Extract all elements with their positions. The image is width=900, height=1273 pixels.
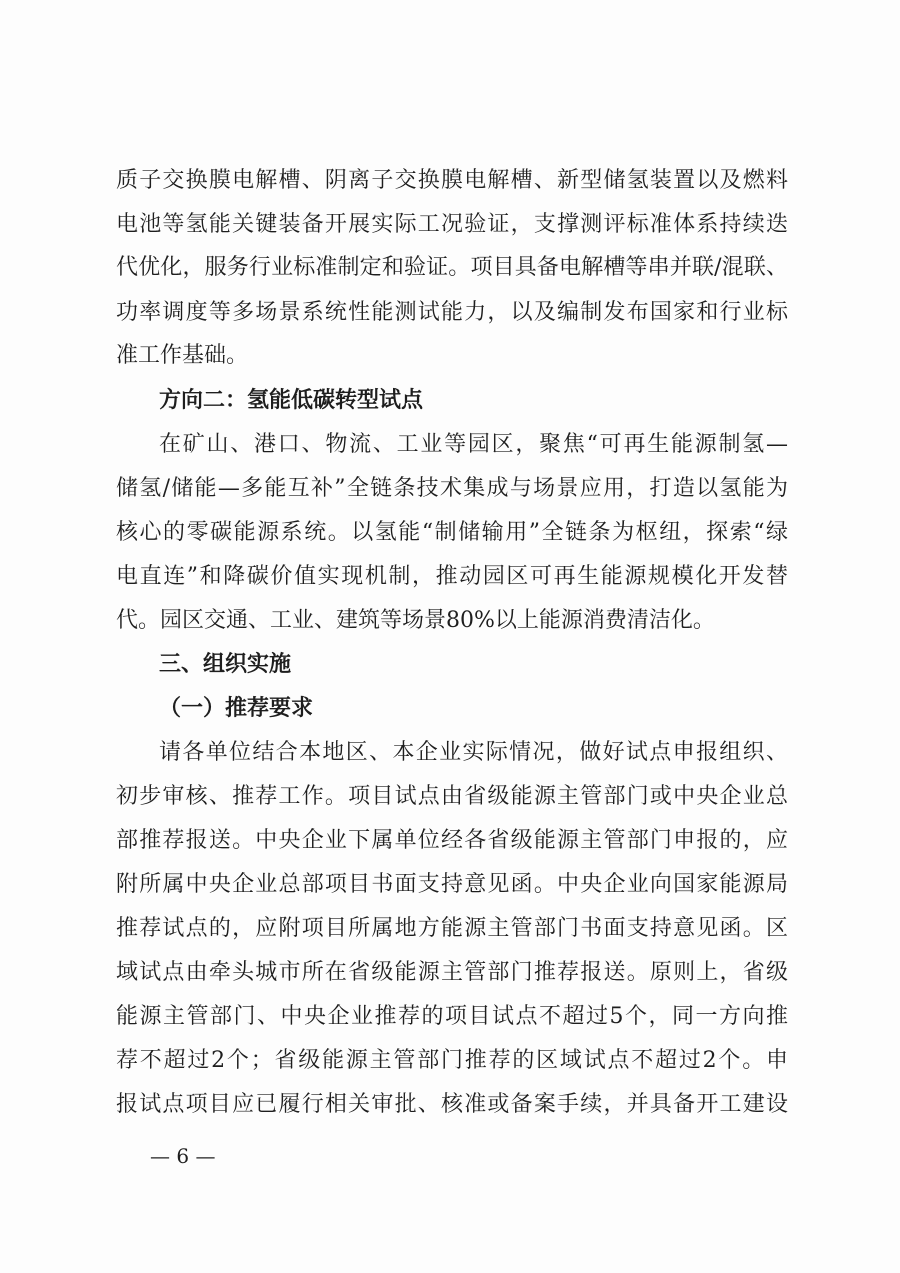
body-text-line: 代。园区交通、工业、建筑等场景80%以上能源消费清洁化。: [116, 608, 715, 633]
body-text-line: 部推荐报送。中央企业下属单位经各省级能源主管部门申报的，应: [116, 828, 788, 853]
body-text-line: 核心的零碳能源系统。以氢能“制储输用”全链条为枢纽，探索“绿: [116, 520, 788, 545]
body-text-line: 初步审核、推荐工作。项目试点由省级能源主管部门或中央企业总: [116, 784, 788, 809]
body-text-line: 能源主管部门、中央企业推荐的项目试点不超过5个，同一方向推: [116, 1004, 788, 1029]
section-subheading-recommendation: （一）推荐要求: [159, 696, 314, 721]
body-text-line: 质子交换膜电解槽、阴离子交换膜电解槽、新型储氢装置以及燃料: [116, 168, 788, 193]
body-text-line: 代优化，服务行业标准制定和验证。项目具备电解槽等串并联/混联、: [116, 255, 788, 280]
body-text-line: 电池等氢能关键装备开展实际工况验证，支撑测评标准体系持续迭: [116, 212, 788, 237]
body-text-line: 域试点由牵头城市所在省级能源主管部门推荐报送。原则上，省级: [116, 960, 788, 985]
body-text-line: 报试点项目应已履行相关审批、核准或备案手续，并具备开工建设: [116, 1092, 788, 1117]
body-text-line: 荐不超过2个；省级能源主管部门推荐的区域试点不超过2个。申: [116, 1048, 788, 1073]
body-text-line: 功率调度等多场景系统性能测试能力，以及编制发布国家和行业标: [116, 300, 788, 325]
page-number: — 6 —: [150, 1144, 216, 1168]
body-text-line: 附所属中央企业总部项目书面支持意见函。中央企业向国家能源局: [116, 872, 788, 897]
body-text-line: 在矿山、港口、物流、工业等园区，聚焦“可再生能源制氢—: [159, 432, 788, 457]
body-text-line: 请各单位结合本地区、本企业实际情况，做好试点申报组织、: [159, 740, 788, 765]
body-text-line: 准工作基础。: [116, 343, 249, 368]
body-text-line: 推荐试点的，应附项目所属地方能源主管部门书面支持意见函。区: [116, 916, 788, 941]
section-subheading-direction-two: 方向二：氢能低碳转型试点: [159, 388, 424, 413]
body-text-line: 电直连”和降碳价值实现机制，推动园区可再生能源规模化开发替: [116, 564, 788, 589]
body-text-line: 储氢/储能—多能互补”全链条技术集成与场景应用，打造以氢能为: [116, 476, 788, 501]
section-heading-organization: 三、组织实施: [159, 652, 292, 677]
